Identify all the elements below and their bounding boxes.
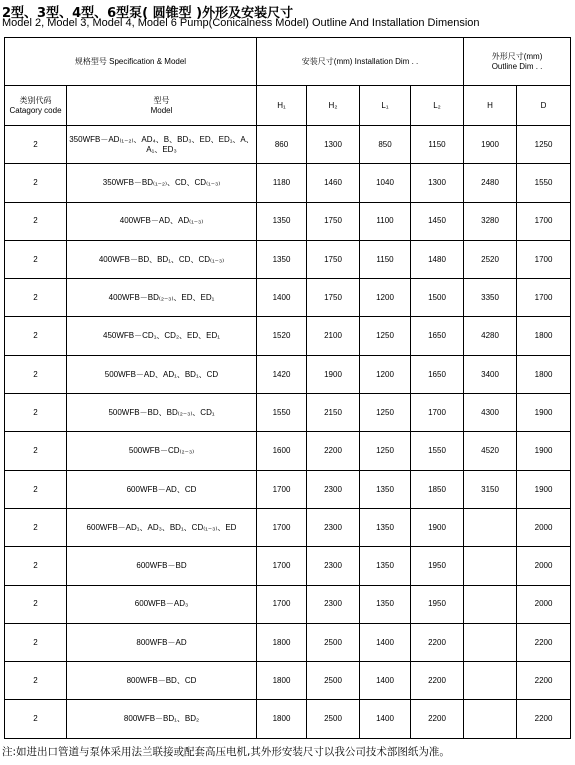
- page-subtitle: Model 2, Model 3, Model 4, Model 6 Pump(Conicalness Model) Outline And Installation Dimension: [2, 17, 480, 29]
- category-code-cell: 2: [5, 508, 67, 546]
- model-cell: 400WFB－AD、AD₍₁₋₃₎: [67, 202, 257, 240]
- model-cell: 600WFB－BD: [67, 547, 257, 585]
- table-row: [5, 126, 571, 164]
- h2-cell: 2200: [307, 432, 360, 470]
- d-cell: 1800: [517, 317, 571, 355]
- header-row-columns: [5, 86, 571, 126]
- install-dim-header: 安装尺寸(mm) Installation Dim . .: [257, 38, 464, 86]
- category-code-cell: 2: [5, 700, 67, 738]
- l1-cell: 1350: [360, 547, 411, 585]
- h1-cell: 1800: [257, 623, 307, 661]
- col-l1-header: L₁: [360, 86, 411, 126]
- l2-cell: 1480: [411, 240, 464, 278]
- l1-cell: 1100: [360, 202, 411, 240]
- col-h2-header: H₂: [307, 86, 360, 126]
- table-row: [5, 432, 571, 470]
- category-en: Catagory code: [9, 105, 62, 115]
- outline-dim-cn: 外形尺寸(mm): [491, 51, 543, 61]
- h1-cell: 1700: [257, 470, 307, 508]
- h-cell: 4280: [464, 317, 517, 355]
- col-d-header: D: [517, 86, 571, 126]
- h-cell: 4300: [464, 394, 517, 432]
- d-cell: 1900: [517, 432, 571, 470]
- d-cell: 2200: [517, 700, 571, 738]
- h-cell: 3350: [464, 279, 517, 317]
- h1-cell: 1800: [257, 662, 307, 700]
- category-code-cell: 2: [5, 126, 67, 164]
- table-row: [5, 662, 571, 700]
- table-row: [5, 470, 571, 508]
- model-cell: 400WFB－BD、BD₁、CD、CD₍₁₋₃₎: [67, 240, 257, 278]
- l1-cell: 1400: [360, 662, 411, 700]
- l2-cell: 2200: [411, 623, 464, 661]
- category-code-cell: 2: [5, 432, 67, 470]
- h-cell: 3150: [464, 470, 517, 508]
- h-cell: [464, 585, 517, 623]
- l1-cell: 1250: [360, 317, 411, 355]
- l2-cell: 1950: [411, 547, 464, 585]
- d-cell: 1700: [517, 279, 571, 317]
- l2-cell: 1150: [411, 126, 464, 164]
- col-l2-header: L₂: [411, 86, 464, 126]
- l2-cell: 1300: [411, 164, 464, 202]
- table-row: [5, 164, 571, 202]
- table-row: [5, 547, 571, 585]
- l2-cell: 1650: [411, 355, 464, 393]
- category-code-cell: 2: [5, 279, 67, 317]
- h-cell: 3400: [464, 355, 517, 393]
- h-cell: 3280: [464, 202, 517, 240]
- h1-cell: 1520: [257, 317, 307, 355]
- h1-cell: 860: [257, 126, 307, 164]
- spec-model-header: 规格型号 Specification & Model: [5, 38, 257, 86]
- l1-cell: 1350: [360, 508, 411, 546]
- h1-cell: 1400: [257, 279, 307, 317]
- model-cell: 350WFB－AD₍₁₋₂₎、AD₄、B、BD₃、ED、ED₁、A、A₁、ED₃: [67, 126, 257, 164]
- table-row: [5, 394, 571, 432]
- h1-cell: 1350: [257, 240, 307, 278]
- table-row: [5, 623, 571, 661]
- model-cell: 400WFB－BD₍₂₋₃₎、ED、ED₁: [67, 279, 257, 317]
- h2-cell: 1750: [307, 202, 360, 240]
- l2-cell: 1550: [411, 432, 464, 470]
- d-cell: 1550: [517, 164, 571, 202]
- category-code-cell: 2: [5, 394, 67, 432]
- category-code-cell: 2: [5, 202, 67, 240]
- l2-cell: 1850: [411, 470, 464, 508]
- category-code-cell: 2: [5, 623, 67, 661]
- l1-cell: 1400: [360, 623, 411, 661]
- category-cn: 类别代码: [19, 95, 52, 105]
- l1-cell: 1250: [360, 432, 411, 470]
- model-en: Model: [150, 105, 173, 115]
- l2-cell: 1700: [411, 394, 464, 432]
- h1-cell: 1350: [257, 202, 307, 240]
- h-cell: 2480: [464, 164, 517, 202]
- model-cell: 500WFB－AD、AD₁、BD₁、CD: [67, 355, 257, 393]
- category-code-cell: 2: [5, 662, 67, 700]
- l1-cell: 1200: [360, 279, 411, 317]
- h-cell: 1900: [464, 126, 517, 164]
- h2-cell: 2500: [307, 662, 360, 700]
- h2-cell: 1750: [307, 279, 360, 317]
- h-cell: 2520: [464, 240, 517, 278]
- table-row: [5, 508, 571, 546]
- l1-cell: 1200: [360, 355, 411, 393]
- d-cell: 1250: [517, 126, 571, 164]
- category-code-cell: 2: [5, 355, 67, 393]
- l2-cell: 1500: [411, 279, 464, 317]
- d-cell: 2000: [517, 508, 571, 546]
- model-cell: 450WFB－CD₁、CD₂、ED、ED₁: [67, 317, 257, 355]
- h2-cell: 2150: [307, 394, 360, 432]
- outline-dim-en: Outline Dim . .: [491, 61, 543, 71]
- l1-cell: 1150: [360, 240, 411, 278]
- d-cell: 1900: [517, 470, 571, 508]
- d-cell: 2200: [517, 662, 571, 700]
- h2-cell: 2300: [307, 508, 360, 546]
- category-code-cell: 2: [5, 164, 67, 202]
- model-cell: 500WFB－CD₍₂₋₃₎: [67, 432, 257, 470]
- h-cell: [464, 623, 517, 661]
- table-row: [5, 317, 571, 355]
- category-code-cell: 2: [5, 585, 67, 623]
- category-code-header: [5, 86, 67, 126]
- model-cell: 800WFB－BD、CD: [67, 662, 257, 700]
- h2-cell: 1300: [307, 126, 360, 164]
- h2-cell: 2500: [307, 700, 360, 738]
- col-h1-header: H₁: [257, 86, 307, 126]
- model-cell: 800WFB－BD₁、BD₂: [67, 700, 257, 738]
- d-cell: 1900: [517, 394, 571, 432]
- h-cell: [464, 547, 517, 585]
- h1-cell: 1550: [257, 394, 307, 432]
- h1-cell: 1700: [257, 508, 307, 546]
- footnote: 注:如进出口管道与泵体采用法兰联接或配套高压电机,其外形安装尺寸以我公司技术部图纸为准。: [2, 746, 450, 758]
- category-code-cell: 2: [5, 240, 67, 278]
- outline-dim-header: [464, 38, 571, 86]
- model-header: [67, 86, 257, 126]
- category-code-cell: 2: [5, 470, 67, 508]
- h1-cell: 1700: [257, 585, 307, 623]
- model-cell: 600WFB－AD₃: [67, 585, 257, 623]
- table-row: [5, 355, 571, 393]
- d-cell: 1800: [517, 355, 571, 393]
- l1-cell: 1350: [360, 470, 411, 508]
- h1-cell: 1600: [257, 432, 307, 470]
- category-code-cell: 2: [5, 317, 67, 355]
- d-cell: 2000: [517, 547, 571, 585]
- model-cn: 型号: [153, 95, 170, 105]
- l2-cell: 1650: [411, 317, 464, 355]
- model-cell: 500WFB－BD、BD₍₂₋₃₎、CD₁: [67, 394, 257, 432]
- h1-cell: 1700: [257, 547, 307, 585]
- h2-cell: 2300: [307, 585, 360, 623]
- table-row: [5, 585, 571, 623]
- h2-cell: 2300: [307, 470, 360, 508]
- l2-cell: 2200: [411, 700, 464, 738]
- l2-cell: 2200: [411, 662, 464, 700]
- l1-cell: 1040: [360, 164, 411, 202]
- h1-cell: 1800: [257, 700, 307, 738]
- l1-cell: 1400: [360, 700, 411, 738]
- h1-cell: 1420: [257, 355, 307, 393]
- table-row: [5, 202, 571, 240]
- category-code-cell: 2: [5, 547, 67, 585]
- d-cell: 1700: [517, 240, 571, 278]
- l1-cell: 1250: [360, 394, 411, 432]
- h-cell: [464, 662, 517, 700]
- h-cell: [464, 508, 517, 546]
- h2-cell: 1900: [307, 355, 360, 393]
- table-row: [5, 240, 571, 278]
- model-cell: 600WFB－AD₁、AD₃、BD₁、CD₍₁₋₃₎、ED: [67, 508, 257, 546]
- h2-cell: 1460: [307, 164, 360, 202]
- l2-cell: 1450: [411, 202, 464, 240]
- table-row: [5, 279, 571, 317]
- page-title: 2型、3型、4型、6型泵( 圆锥型 )外形及安装尺寸: [2, 6, 294, 21]
- table-row: [5, 700, 571, 738]
- h-cell: 4520: [464, 432, 517, 470]
- col-h-header: H: [464, 86, 517, 126]
- h2-cell: 2300: [307, 547, 360, 585]
- model-cell: 800WFB－AD: [67, 623, 257, 661]
- model-cell: 600WFB－AD、CD: [67, 470, 257, 508]
- d-cell: 2200: [517, 623, 571, 661]
- dimension-table: [4, 37, 571, 739]
- l2-cell: 1950: [411, 585, 464, 623]
- h1-cell: 1180: [257, 164, 307, 202]
- d-cell: 1700: [517, 202, 571, 240]
- l2-cell: 1900: [411, 508, 464, 546]
- h2-cell: 2500: [307, 623, 360, 661]
- h2-cell: 1750: [307, 240, 360, 278]
- l1-cell: 850: [360, 126, 411, 164]
- h2-cell: 2100: [307, 317, 360, 355]
- h-cell: [464, 700, 517, 738]
- d-cell: 2000: [517, 585, 571, 623]
- l1-cell: 1350: [360, 585, 411, 623]
- header-row-groups: [5, 38, 571, 86]
- model-cell: 350WFB－BD₍₁₋₂₎、CD、CD₍₁₋₃₎: [67, 164, 257, 202]
